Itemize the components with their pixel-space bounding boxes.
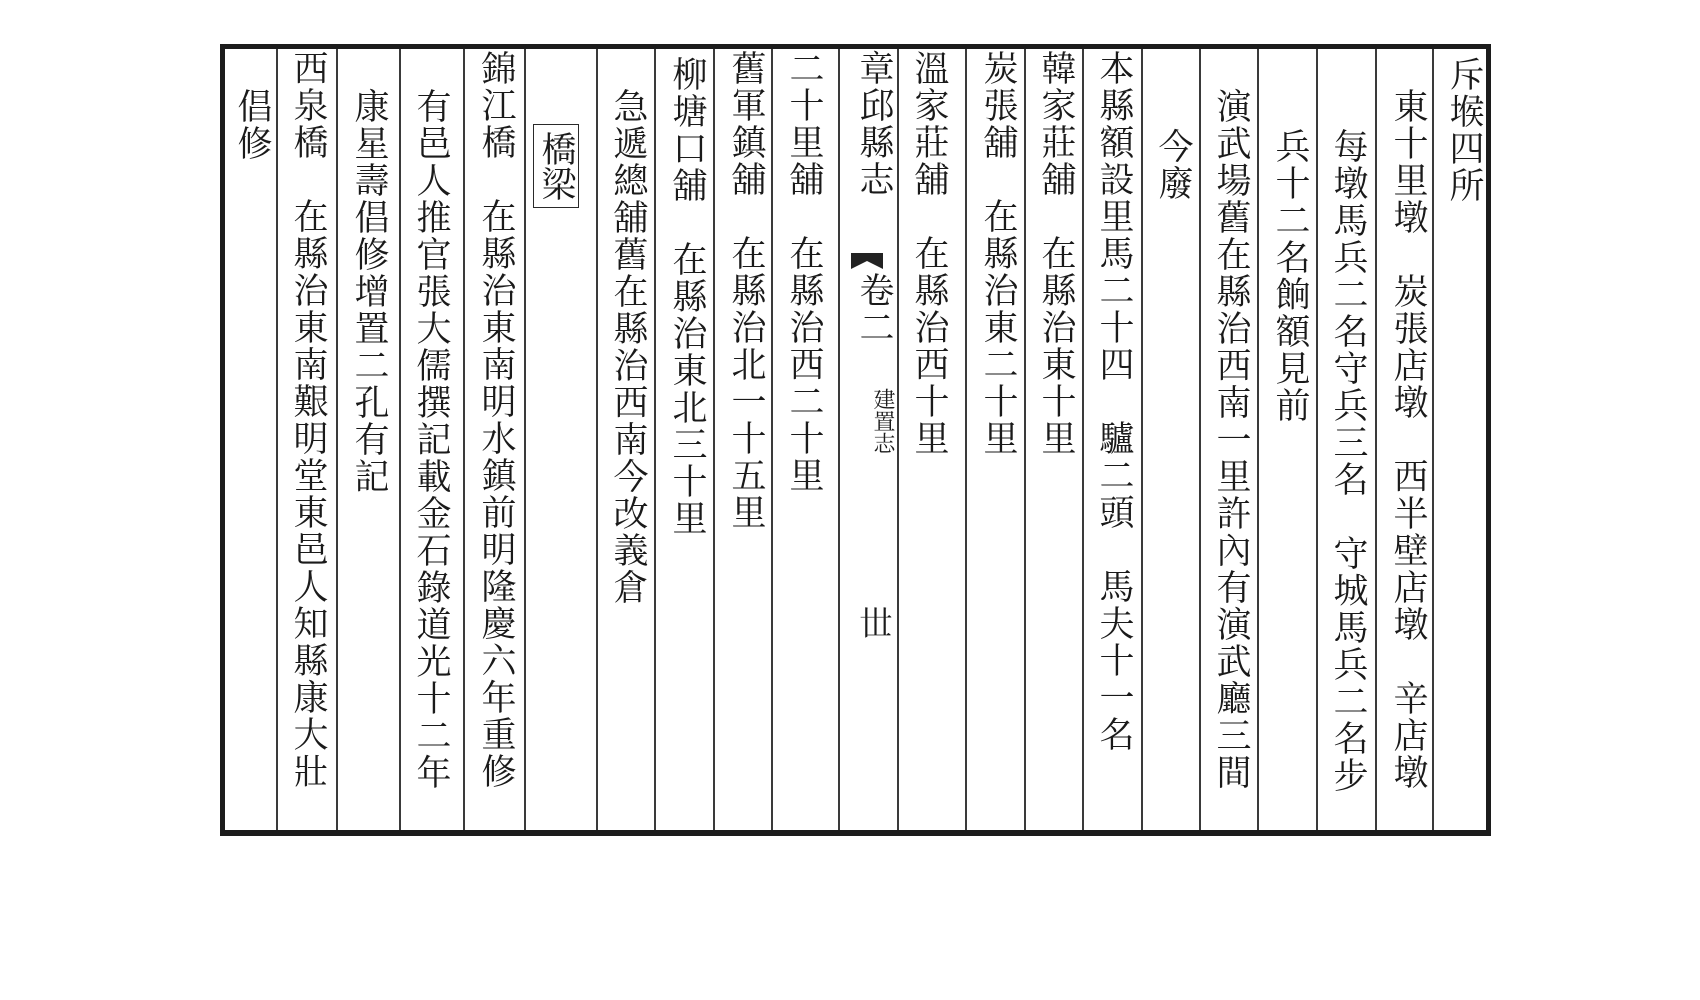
column-rule <box>336 49 338 830</box>
text-column: 東十里墩 炭張店墩 西半壁店墩 辛店墩 <box>1388 88 1428 791</box>
text-column: 兵十二名餉額見前 <box>1270 128 1310 424</box>
column-rule <box>654 49 656 830</box>
section-name: 建置志 <box>870 388 895 454</box>
text-column: 有邑人推官張大儒撰記載金石錄道光十二年 <box>411 88 451 791</box>
text-column: 今廢 <box>1153 128 1193 202</box>
text-column: 二十里舖 在縣治西二十里 <box>784 50 824 494</box>
column-rule <box>399 49 401 830</box>
column-rule <box>1082 49 1084 830</box>
text-column: 康星壽倡修增置二孔有記 <box>349 88 389 495</box>
volume-number: 卷二 <box>854 272 894 346</box>
text-column: 柳塘口舖 在縣治東北三十里 <box>667 56 707 537</box>
column-rule <box>1257 49 1259 830</box>
text-column: 舊軍鎮舖 在縣治北一十五里 <box>726 50 766 531</box>
text-column: 斥堠四所 <box>1444 56 1484 204</box>
column-rule <box>1024 49 1026 830</box>
text-column: 錦江橋 在縣治東南明水鎮前明隆慶六年重修 <box>476 50 516 790</box>
column-rule <box>1316 49 1318 830</box>
text-column: 本縣額設里馬二十四 驢二頭 馬夫十一名 <box>1094 50 1134 753</box>
text-column: 溫家莊舖 在縣治西十里 <box>909 50 949 457</box>
column-rule <box>838 49 840 830</box>
page-number: 𠀍 <box>854 604 894 641</box>
text-column: 急遞總舖舊在縣治西南今改義倉 <box>608 88 648 606</box>
column-rule <box>965 49 967 830</box>
section-heading-label: 橋梁 <box>533 124 579 208</box>
column-rule <box>524 49 526 830</box>
column-rule <box>1375 49 1377 830</box>
column-rule <box>596 49 598 830</box>
text-column: 演武場舊在縣治西南一里許內有演武廳三間 <box>1211 88 1251 791</box>
book-title: 章邱縣志 <box>854 50 894 198</box>
fish-tail-mark-icon <box>850 252 884 270</box>
column-rule <box>463 49 465 830</box>
column-rule <box>1141 49 1143 830</box>
text-column: 每墩馬兵二名守兵三名 守城馬兵二名步 <box>1328 128 1368 794</box>
text-column: 倡修 <box>232 88 272 162</box>
text-column: 炭張舖 在縣治東二十里 <box>978 50 1018 457</box>
section-heading <box>530 124 582 208</box>
text-column: 西泉橋 在縣治東南艱明堂東邑人知縣康大壯 <box>288 50 328 790</box>
text-column: 韓家莊舖 在縣治東十里 <box>1036 50 1076 457</box>
column-rule <box>713 49 715 830</box>
column-rule <box>276 49 278 830</box>
column-rule <box>1199 49 1201 830</box>
